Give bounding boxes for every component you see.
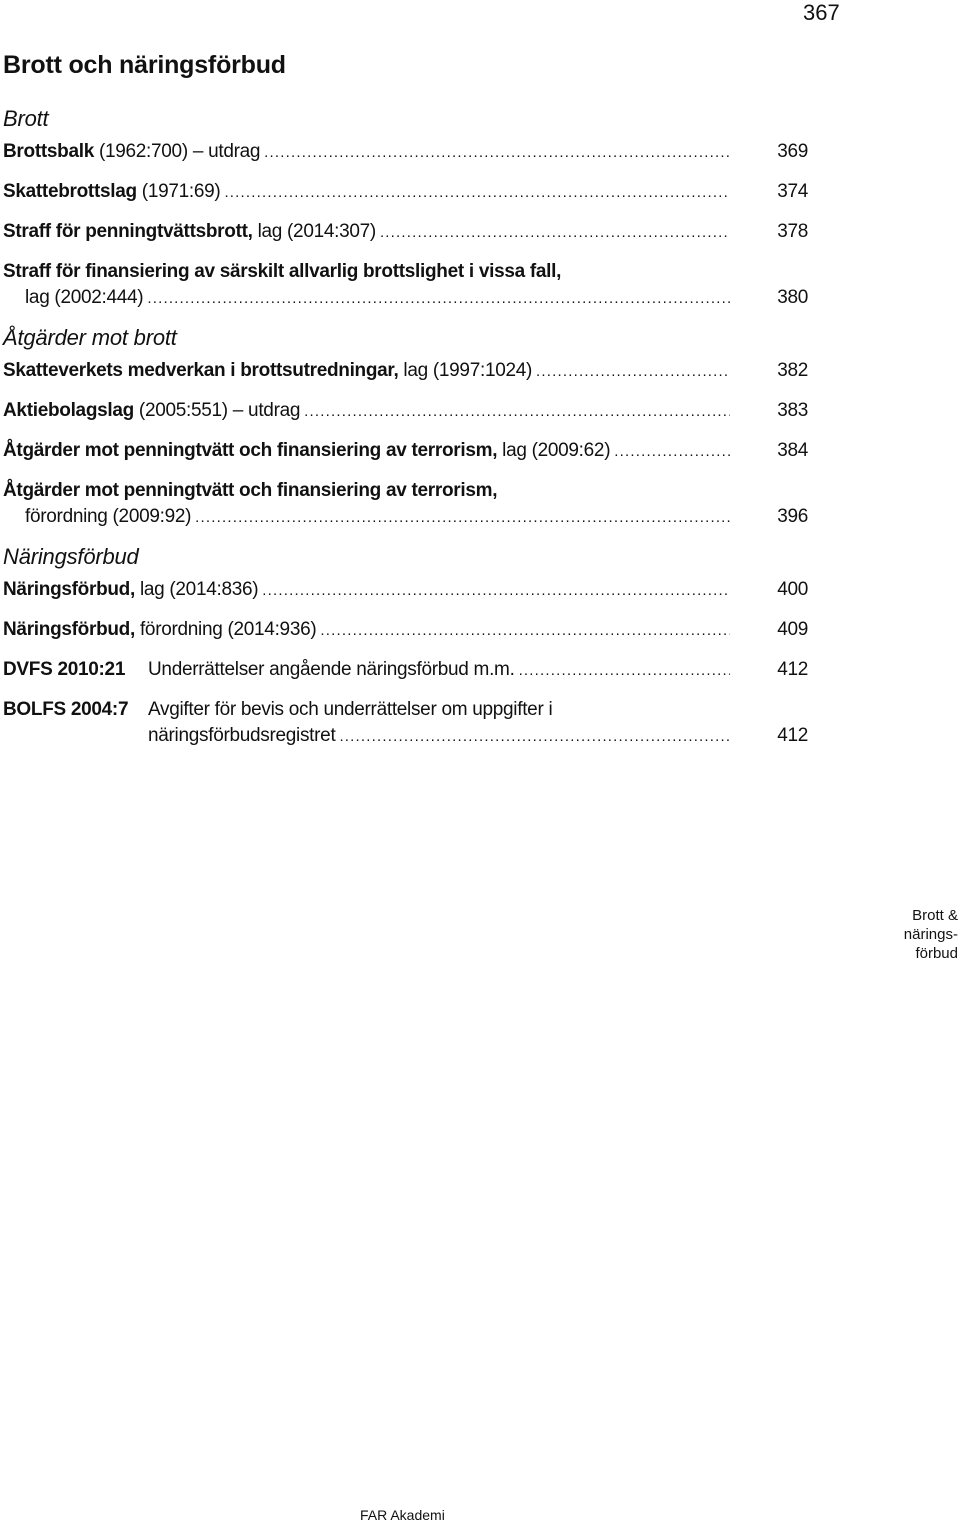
toc-entry[interactable]: [3, 219, 808, 245]
page-number: 367: [803, 0, 840, 25]
dot-leader: [195, 505, 730, 531]
entry-page-number: 400: [777, 579, 808, 600]
dot-leader: [147, 286, 730, 312]
dot-leader: [339, 724, 730, 750]
toc-entry[interactable]: [3, 617, 808, 643]
side-tab-line: närings-: [903, 926, 958, 943]
dot-leader: [262, 578, 730, 604]
entry-page-number: 380: [777, 287, 808, 308]
entry-title: Brottsbalk: [3, 141, 94, 162]
entry-code: BOLFS 2004:7: [3, 699, 129, 720]
entry-title: Aktiebolagslag: [3, 400, 134, 421]
toc-entry[interactable]: [3, 259, 808, 311]
entry-page-number: 412: [777, 659, 808, 680]
section-heading: Åtgärder mot brott: [3, 325, 177, 350]
entry-page-number: 412: [777, 725, 808, 746]
toc-section-naringsforbud: [3, 544, 808, 749]
entry-title: Skatteverkets medverkan i brottsutredningar,: [3, 360, 399, 381]
side-tab-line: Brott &: [912, 907, 958, 924]
toc-entry[interactable]: [3, 438, 808, 464]
toc-entry[interactable]: [3, 697, 808, 749]
entry-title: Åtgärder mot penningtvätt och finansiering av terrorism,: [3, 480, 498, 501]
dot-leader: [320, 618, 730, 644]
entry-detail: (1971:69): [136, 181, 221, 202]
entry-detail: näringsförbudsregistret: [148, 725, 336, 746]
entry-page-number: 369: [777, 141, 808, 162]
toc-entry[interactable]: [3, 398, 808, 424]
entry-title: Åtgärder mot penningtvätt och finansiering av terrorism,: [3, 440, 498, 461]
entry-page-number: 409: [777, 619, 808, 640]
entry-detail: (1962:700) – utdrag: [93, 141, 261, 162]
toc-section-atgarder-mot-brott: [3, 325, 808, 530]
section-heading: Näringsförbud: [3, 544, 139, 569]
section-heading: Brott: [3, 106, 49, 131]
entry-detail: lag (2014:307): [252, 221, 376, 242]
entry-page-number: 378: [777, 221, 808, 242]
footer-publisher: FAR Akademi: [360, 1507, 445, 1523]
dot-leader: [536, 359, 730, 385]
toc-section-brott: [3, 106, 808, 311]
chapter-side-tab: [878, 906, 958, 963]
entry-title: Straff för penningtvättsbrott,: [3, 221, 253, 242]
entry-title: Straff för finansiering av särskilt allvarlig brottslighet i vissa fall,: [3, 261, 562, 282]
side-tab-line: förbud: [915, 945, 958, 962]
entry-title: Näringsförbud,: [3, 579, 135, 600]
dot-leader: [519, 658, 730, 684]
dot-leader: [614, 439, 730, 465]
toc-entry[interactable]: [3, 179, 808, 205]
entry-page-number: 384: [777, 440, 808, 461]
toc-entry[interactable]: [3, 657, 808, 683]
toc-entry[interactable]: [3, 478, 808, 530]
dot-leader: [264, 140, 730, 166]
entry-detail: förordning (2014:936): [134, 619, 317, 640]
dot-leader: [224, 180, 730, 206]
entry-detail: lag (2009:62): [497, 440, 611, 461]
toc-entry[interactable]: [3, 139, 808, 165]
toc-entry[interactable]: [3, 358, 808, 384]
dot-leader: [380, 220, 730, 246]
entry-detail: lag (2002:444): [25, 287, 144, 308]
table-of-contents: [3, 106, 808, 763]
entry-detail: förordning (2009:92): [25, 506, 192, 527]
entry-detail: (2005:551) – utdrag: [133, 400, 301, 421]
entry-page-number: 383: [777, 400, 808, 421]
entry-detail: Avgifter för bevis och underrättelser om uppgifter i: [148, 699, 553, 720]
entry-page-number: 396: [777, 506, 808, 527]
entry-detail: lag (1997:1024): [398, 360, 533, 381]
page-title: Brott och näringsförbud: [3, 51, 286, 79]
entry-title: Näringsförbud,: [3, 619, 135, 640]
entry-page-number: 374: [777, 181, 808, 202]
entry-code: DVFS 2010:21: [3, 659, 126, 680]
entry-page-number: 382: [777, 360, 808, 381]
dot-leader: [304, 399, 730, 425]
entry-detail: Underrättelser angående näringsförbud m.m.: [148, 659, 515, 680]
entry-detail: lag (2014:836): [134, 579, 259, 600]
entry-title: Skattebrottslag: [3, 181, 137, 202]
toc-entry[interactable]: [3, 577, 808, 603]
